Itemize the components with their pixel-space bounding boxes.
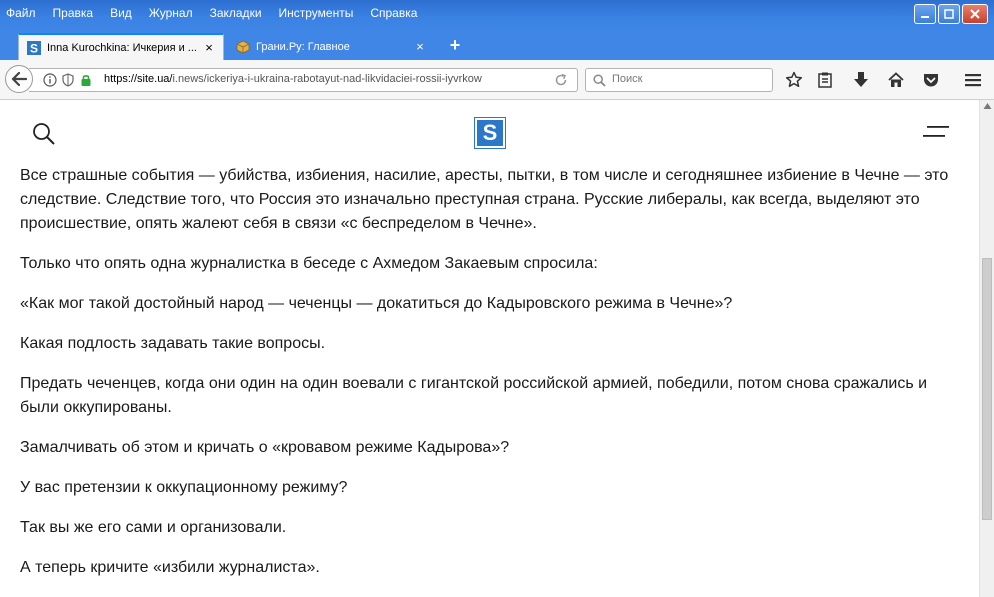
- article-paragraph: Так вы же его сами и организовали.: [20, 519, 287, 536]
- scrollbar-thumb[interactable]: [982, 258, 992, 520]
- site-menu-icon[interactable]: [923, 125, 949, 139]
- url-path: i.news/ickeriya-i-ukraina-rabotayut-nad-likvidaciei-rossii-iyvrkow: [172, 73, 482, 85]
- title-bar: [0, 0, 994, 30]
- home-button[interactable]: [886, 70, 906, 90]
- article-paragraph: А теперь кричите «избили журналиста».: [20, 559, 320, 576]
- pocket-icon: [922, 71, 940, 89]
- site-logo[interactable]: S: [475, 118, 505, 148]
- article-paragraph: Какая подлость задавать такие вопросы.: [20, 335, 326, 352]
- address-bar[interactable]: [29, 68, 578, 92]
- web-page: [0, 100, 979, 597]
- tab-strip: [0, 30, 994, 60]
- s-logo-icon: [27, 41, 41, 55]
- reading-list-button[interactable]: [815, 70, 835, 90]
- clipboard-icon: [816, 71, 834, 89]
- url-text[interactable]: [104, 73, 482, 85]
- menu-view[interactable]: Вид: [110, 6, 132, 20]
- reload-icon[interactable]: [553, 72, 569, 88]
- article-paragraph: Замалчивать об этом и кричать о «кровавом режиме Кадырова»?: [20, 439, 510, 456]
- scroll-up-icon[interactable]: [983, 102, 992, 110]
- tab-close-button[interactable]: ×: [416, 39, 424, 54]
- downloads-button[interactable]: [851, 70, 871, 90]
- shield-icon[interactable]: [62, 73, 74, 87]
- hamburger-icon: [964, 72, 982, 88]
- vertical-scrollbar[interactable]: [979, 100, 994, 597]
- bookmark-star-button[interactable]: [784, 70, 804, 90]
- box-icon: [236, 40, 250, 54]
- close-icon: [970, 9, 980, 19]
- article-paragraph: «Как мог такой достойный народ — чеченцы — докатиться до Кадыровского режима в Чечне»?: [20, 295, 733, 312]
- article-paragraph: Только что опять одна журналистка в беседе с Ахмедом Закаевым спросила:: [20, 255, 598, 272]
- minimize-button[interactable]: [914, 4, 936, 24]
- article-body: [20, 164, 965, 596]
- tab-title: Грани.Ру: Главное: [256, 40, 350, 53]
- maximize-icon: [944, 9, 954, 19]
- article-paragraph: Все страшные события — убийства, избиения, насилие, аресты, пытки, в том числе и сегодняшнее избиение в Чечне — это следствие. Следствие того, что Россия это изначально преступная страна. Русские либералы, как всегда, выделяют это происшествие, опять жалеют себя в связи «с беспределом в Чечне».: [20, 167, 949, 232]
- menu-bookmarks[interactable]: Закладки: [209, 6, 262, 20]
- tab-close-button[interactable]: ×: [205, 40, 213, 55]
- arrow-left-icon: [11, 72, 27, 86]
- close-window-button[interactable]: [962, 4, 988, 24]
- article-paragraph: У вас претензии к оккупационному режиму?: [20, 479, 348, 496]
- info-icon[interactable]: [43, 73, 57, 87]
- site-search-icon[interactable]: [32, 122, 56, 146]
- menu-file[interactable]: Файл: [6, 6, 36, 20]
- menu-edit[interactable]: Правка: [52, 6, 94, 20]
- minimize-icon: [920, 9, 930, 19]
- app-menu-button[interactable]: [963, 70, 983, 90]
- search-icon: [593, 74, 606, 87]
- menu-history[interactable]: Журнал: [148, 6, 193, 20]
- back-button[interactable]: [5, 65, 33, 93]
- star-icon: [785, 71, 803, 89]
- navigation-bar: [0, 60, 994, 100]
- tab-inna-kurochkina[interactable]: [18, 33, 224, 60]
- search-placeholder: Поиск: [612, 73, 643, 85]
- window-controls: [914, 4, 988, 24]
- menu-help[interactable]: Справка: [370, 6, 418, 20]
- tab-grani-ru[interactable]: [228, 33, 434, 60]
- svg-text:S: S: [29, 41, 39, 55]
- download-arrow-icon: [853, 71, 869, 89]
- tab-title: Inna Kurochkina: Ичкерия и ...: [47, 41, 197, 54]
- maximize-button[interactable]: [938, 4, 960, 24]
- home-icon: [887, 71, 905, 89]
- url-domain: https://site.ua/: [104, 73, 173, 85]
- lock-icon[interactable]: [80, 73, 92, 87]
- article-paragraph: Предать чеченцев, когда они один на один воевали с гигантской российской армией, победили, потом снова сражались и были оккупированы.: [20, 375, 928, 416]
- menu-tools[interactable]: Инструменты: [278, 6, 354, 20]
- new-tab-button[interactable]: +: [449, 35, 461, 55]
- search-input[interactable]: [585, 68, 773, 92]
- menu-bar: [6, 6, 417, 20]
- pocket-button[interactable]: [921, 70, 941, 90]
